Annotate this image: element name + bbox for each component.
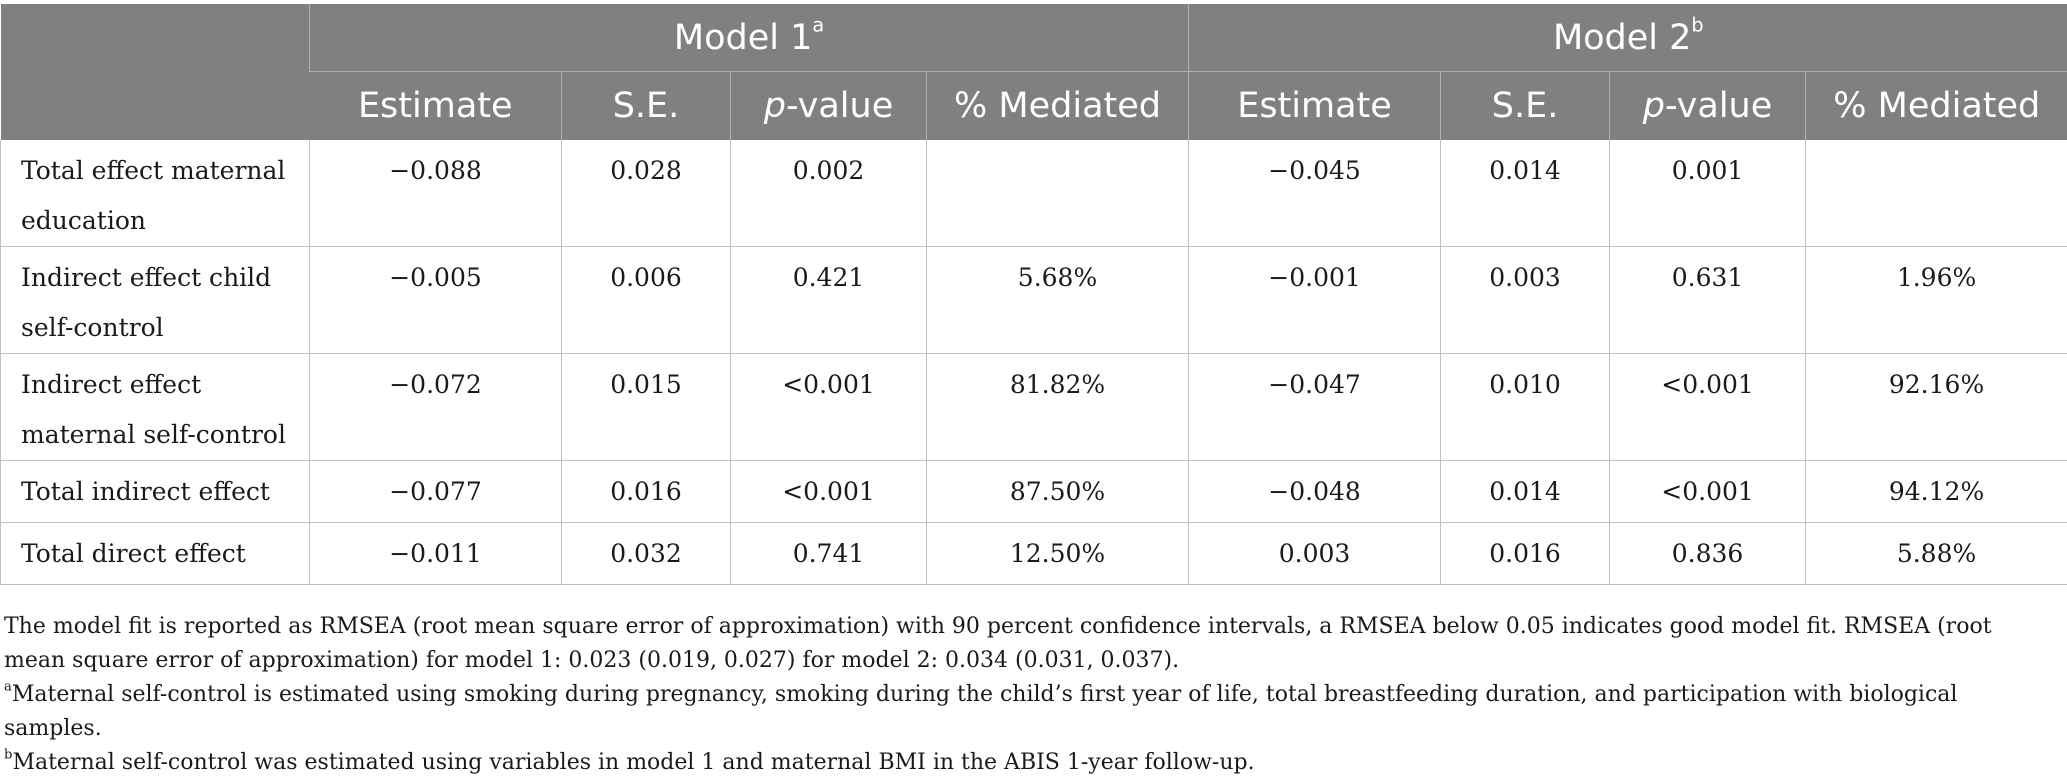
cell-estimate: 0.003 [1189,523,1441,585]
row-label: Total effect maternal education [1,140,310,247]
table-row [1,354,2067,461]
model-header-row [1,4,2067,72]
cell-se: 0.014 [1441,140,1610,247]
cell-se: 0.032 [562,523,731,585]
cell-pvalue: 0.001 [1610,140,1806,247]
cell-se: 0.014 [1441,461,1610,523]
table-row [1,523,2067,585]
cell-estimate: −0.088 [310,140,562,247]
cell-pvalue: <0.001 [1610,461,1806,523]
model-fit-note: The model fit is reported as RMSEA (root mean square error of approximation) with 90 percent confidence intervals, a RMSEA below 0.05 indicates good model fit. RMSEA (root mean square error of approximation) for model 1: 0.023 (0.019, 0.027) for model 2: 0.034 (0.031, 0.037). [4,610,2059,678]
model2-header: Model 2$^b$ [1189,4,2067,72]
cell-se: 0.016 [1441,523,1610,585]
cell-estimate: −0.077 [310,461,562,523]
cell-mediated: 87.50% [927,461,1189,523]
cell-estimate: −0.001 [1189,247,1441,354]
cell-mediated: 12.50% [927,523,1189,585]
cell-pvalue: 0.631 [1610,247,1806,354]
table-header [1,4,2067,140]
row-label: Indirect effect maternal self-control [1,354,310,461]
cell-mediated: 1.96% [1806,247,2067,354]
cell-pvalue: <0.001 [1610,354,1806,461]
cell-se: 0.028 [562,140,731,247]
cell-se: 0.010 [1441,354,1610,461]
cell-pvalue: <0.001 [731,354,927,461]
cell-se: 0.006 [562,247,731,354]
row-label: Total direct effect [1,523,310,585]
col-se-m1: S.E. [562,72,731,141]
cell-pvalue: 0.002 [731,140,927,247]
table-row [1,140,2067,247]
col-mediated-m2: % Mediated [1806,72,2067,141]
cell-estimate: −0.072 [310,354,562,461]
col-estimate-m1: Estimate [310,72,562,141]
cell-pvalue: 0.421 [731,247,927,354]
cell-pvalue: 0.836 [1610,523,1806,585]
cell-estimate: −0.005 [310,247,562,354]
cell-mediated: 5.88% [1806,523,2067,585]
row-label: Indirect effect child self-control [1,247,310,354]
cell-se: 0.016 [562,461,731,523]
col-mediated-m1: % Mediated [927,72,1189,141]
cell-mediated [1806,140,2067,247]
table-row [1,247,2067,354]
cell-se: 0.015 [562,354,731,461]
col-pvalue-m1: p-value [731,72,927,141]
cell-estimate: −0.048 [1189,461,1441,523]
cell-mediated: 94.12% [1806,461,2067,523]
table-footnotes [4,610,2059,780]
cell-pvalue: 0.741 [731,523,927,585]
row-label-header [1,4,310,140]
table-row [1,461,2067,523]
cell-estimate: −0.045 [1189,140,1441,247]
cell-estimate: −0.011 [310,523,562,585]
results-table [0,4,2067,585]
footnote-a: $^a$Maternal self-control is estimated using smoking during pregnancy, smoking during the child’s first year of life, total breastfeeding duration, and participation with biological samples. [4,678,2059,746]
cell-mediated: 5.68% [927,247,1189,354]
col-pvalue-m2: p-value [1610,72,1806,141]
cell-mediated: 81.82% [927,354,1189,461]
cell-mediated: 92.16% [1806,354,2067,461]
cell-se: 0.003 [1441,247,1610,354]
cell-estimate: −0.047 [1189,354,1441,461]
cell-mediated [927,140,1189,247]
col-estimate-m2: Estimate [1189,72,1441,141]
cell-pvalue: <0.001 [731,461,927,523]
table-body [1,140,2067,585]
col-se-m2: S.E. [1441,72,1610,141]
column-header-row [1,72,2067,141]
model1-header: Model 1$^a$ [310,4,1189,72]
footnote-b: $^b$Maternal self-control was estimated using variables in model 1 and maternal BMI in the ABIS 1-year follow-up. [4,746,2059,780]
row-label: Total indirect effect [1,461,310,523]
